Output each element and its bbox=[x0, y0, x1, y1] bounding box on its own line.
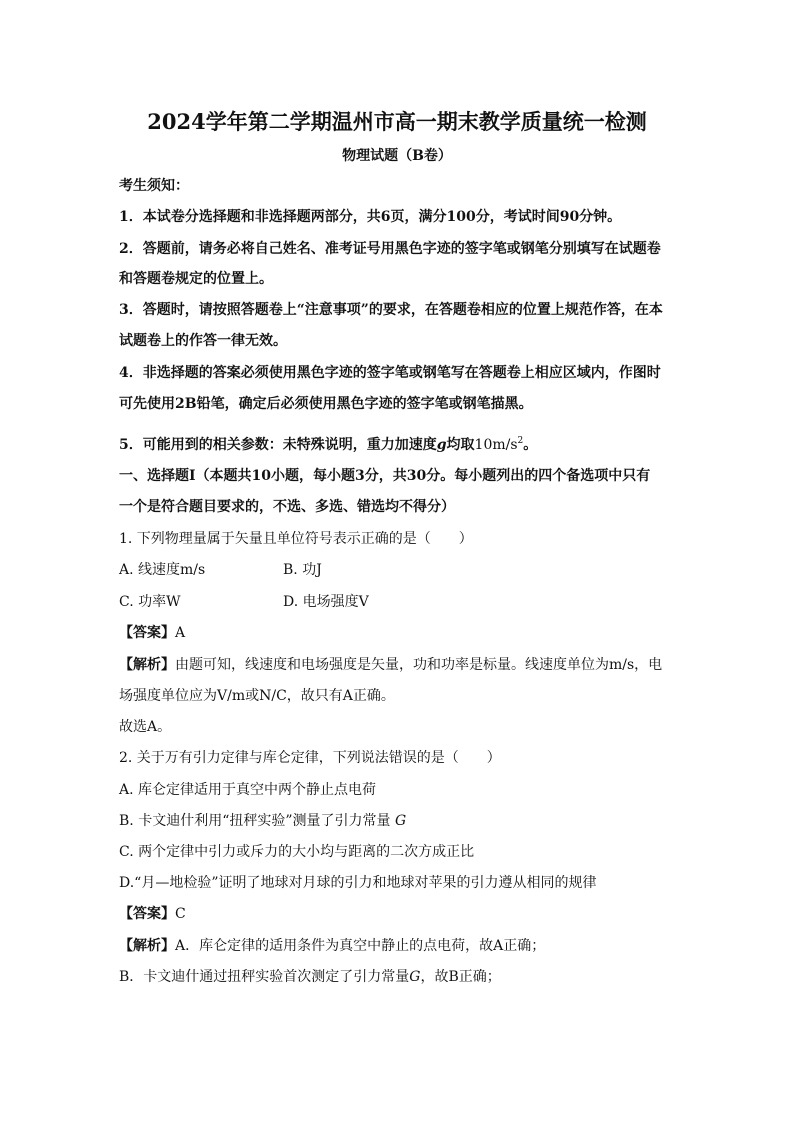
notice-item-1: 1．本试卷分选择题和非选择题两部分，共6页，满分100分，考试时间90分钟。 bbox=[119, 209, 622, 225]
analysis-text: 由题可知，线速度和电场强度是矢量，功和功率是标量。线速度单位为m/s，电 bbox=[175, 657, 663, 673]
notice-heading: 考生须知： bbox=[119, 178, 189, 194]
question-2-option-b-text: B. 卡文迪什利用“扭秤实验”测量了引力常量 bbox=[119, 813, 391, 829]
question-2-option-a: A. 库仑定律适用于真空中两个静止点电荷 bbox=[119, 782, 377, 798]
notice-item-5-end: 。 bbox=[523, 437, 538, 453]
notice-item-2-line-2: 和答题卷规定的位置上。 bbox=[119, 271, 273, 287]
notice-item-2-line-1: 2．答题前，请务必将自己姓名、准考证号用黑色字迹的签字笔或钢笔分别填写在试题卷 bbox=[119, 241, 661, 257]
answer-label: 【答案】 bbox=[119, 906, 175, 922]
question-1-option-d: D. 电场强度V bbox=[283, 594, 369, 610]
question-1-option-c: C. 功率W bbox=[119, 594, 181, 610]
question-1-options-row-1 bbox=[119, 561, 322, 579]
gravitational-constant-symbol: G bbox=[409, 969, 421, 985]
question-2-option-d: D.“月—地检验”证明了地球对月球的引力和地球对苹果的引力遵从相同的规律 bbox=[119, 875, 597, 891]
question-2-answer bbox=[119, 905, 186, 923]
page-subtitle: 物理试题（B卷） bbox=[342, 148, 452, 164]
question-2-option-c: C. 两个定律中引力或斥力的大小均与距离的二次方成正比 bbox=[119, 844, 475, 860]
analysis-label: 【解析】 bbox=[119, 938, 175, 954]
question-2-analysis-line-1 bbox=[119, 937, 545, 955]
notice-item-4-line-2: 可先使用2B铅笔，确定后必须使用黑色字迹的签字笔或钢笔描黑。 bbox=[119, 396, 533, 412]
notice-item-5-text: 5．可能用到的相关参数：未特殊说明，重力加速度 bbox=[119, 437, 437, 453]
gravitational-constant-symbol: G bbox=[394, 813, 407, 829]
answer-value: C bbox=[175, 906, 186, 922]
notice-item-4-line-1: 4．非选择题的答案必须使用黑色字迹的签字笔或钢笔写在答题卷上相应区域内，作图时 bbox=[119, 365, 661, 381]
analysis-text: B．卡文迪什通过扭秤实验首次测定了引力常量 bbox=[119, 969, 410, 985]
page-title: 2024学年第二学期温州市高一期末教学质量统一检测 bbox=[147, 109, 647, 134]
question-1-conclusion: 故选A。 bbox=[119, 719, 172, 735]
section-1-heading-line-1: 一、选择题Ⅰ（本题共10小题，每小题3分，共30分。每小题列出的四个备选项中只有 bbox=[119, 468, 651, 484]
answer-value: A bbox=[175, 625, 186, 641]
gravity-symbol: g bbox=[436, 437, 447, 453]
notice-item-3-line-1: 3．答题时，请按照答题卷上“注意事项”的要求，在答题卷相应的位置上规范作答，在本 bbox=[119, 302, 663, 318]
question-1-option-a: A. 线速度m/s bbox=[119, 562, 206, 578]
question-1-answer bbox=[119, 624, 185, 642]
section-1-heading-line-2: 一个是符合题目要求的，不选、多选、错选均不得分） bbox=[119, 499, 455, 515]
gravity-value: 10m/s bbox=[474, 437, 518, 453]
question-2-option-b bbox=[119, 812, 406, 830]
question-1-options-row-2 bbox=[119, 593, 369, 611]
analysis-text: A．库仑定律的适用条件为真空中静止的点电荷，故A正确； bbox=[175, 938, 546, 954]
notice-item-5-mid: 均取 bbox=[446, 437, 475, 453]
notice-item-5 bbox=[119, 432, 537, 454]
question-1-analysis-line-2: 场强度单位应为V/m或N/C，故只有A正确。 bbox=[119, 688, 395, 704]
question-2-stem: 2. 关于万有引力定律与库仑定律，下列说法错误的是（ ） bbox=[119, 750, 501, 766]
question-1-option-b: B. 功J bbox=[283, 562, 322, 578]
question-2-analysis-line-2 bbox=[119, 968, 501, 986]
answer-label: 【答案】 bbox=[119, 625, 175, 641]
question-1-stem: 1. 下列物理量属于矢量且单位符号表示正确的是（ ） bbox=[119, 531, 473, 547]
analysis-text-end: ，故B正确； bbox=[420, 969, 501, 985]
analysis-label: 【解析】 bbox=[119, 657, 175, 673]
gravity-exponent: 2 bbox=[517, 436, 524, 446]
notice-item-3-line-2: 试题卷上的作答一律无效。 bbox=[119, 333, 287, 349]
question-1-analysis-line-1 bbox=[119, 656, 662, 674]
